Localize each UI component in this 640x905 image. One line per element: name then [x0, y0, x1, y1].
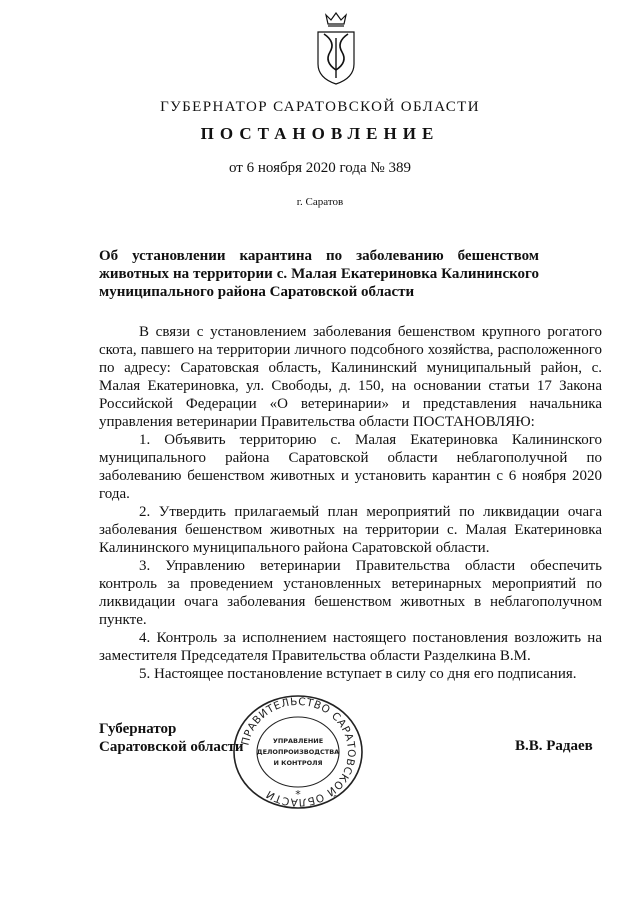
stamp-ring-text: ПРАВИТЕЛЬСТВО САРАТОВСКОЙ ОБЛАСТИ	[239, 695, 358, 809]
document-title: Об установлении карантина по заболеванию бешенством животных на территории с. Малая Екатериновка Калининского муниципального района Саратовской области	[99, 248, 539, 300]
body-item-5: 5. Настоящее постановление вступает в силу со дня его подписания.	[139, 666, 577, 682]
body-item-1: 1. Объявить территорию с. Малая Екатериновка Калининского муниципального района Саратовской области неблагополучной по заболеванию бешенством животных и установить карантин с 6 ноября 2020 года.	[99, 432, 602, 502]
official-stamp	[231, 694, 365, 810]
stamp-line1: УПРАВЛЕНИЕ	[272, 737, 324, 745]
body-item-2: 2. Утвердить прилагаемый план мероприятий по ликвидации очага заболевания бешенством животных на территории с. Малая Екатериновка Калининского муниципального района Саратовской области.	[99, 504, 602, 556]
document-body	[99, 323, 602, 683]
stamp-star: *	[295, 788, 301, 801]
document-type: ПОСТАНОВЛЕНИЕ	[200, 124, 440, 143]
document-city: г. Саратов	[296, 196, 344, 208]
saratov-coat-of-arms-icon	[316, 12, 356, 86]
signer-name: В.В. Радаев	[515, 738, 593, 754]
body-item-4: 4. Контроль за исполнением настоящего постановления возложить на заместителя Председателя Правительства области Разделкина В.М.	[99, 630, 602, 664]
document-date-number: от 6 ноября 2020 года № 389	[229, 160, 411, 176]
signer-position-line2: Саратовской области	[99, 739, 244, 755]
stamp-line2: ДЕЛОПРОИЗВОДСТВА	[256, 748, 340, 756]
stamp-line3: И КОНТРОЛЯ	[273, 759, 323, 767]
body-item-3: 3. Управлению ветеринарии Правительства области обеспечить контроль за проведением установленных ветеринарных мероприятий по ликвидации очага заболевания бешенством животных в неблагополучном пункте.	[99, 558, 602, 628]
body-preamble: В связи с установлением заболевания бешенством крупного рогатого скота, павшего на территории личного подсобного хозяйства, расположенного по адресу: Саратовская область, Калининский муниципальный район, с. Малая Екатериновка, ул. Свободы, д. 150, на основании статьи 17 Закона Российской Федерации «О ветеринарии» и представления начальника управления ветеринарии Правительства области ПОСТАНОВЛЯЮ:	[99, 324, 602, 430]
signer-position-line1: Губернатор	[99, 721, 177, 737]
authority-name: ГУБЕРНАТОР САРАТОВСКОЙ ОБЛАСТИ	[160, 99, 480, 115]
signer-position	[99, 720, 244, 756]
